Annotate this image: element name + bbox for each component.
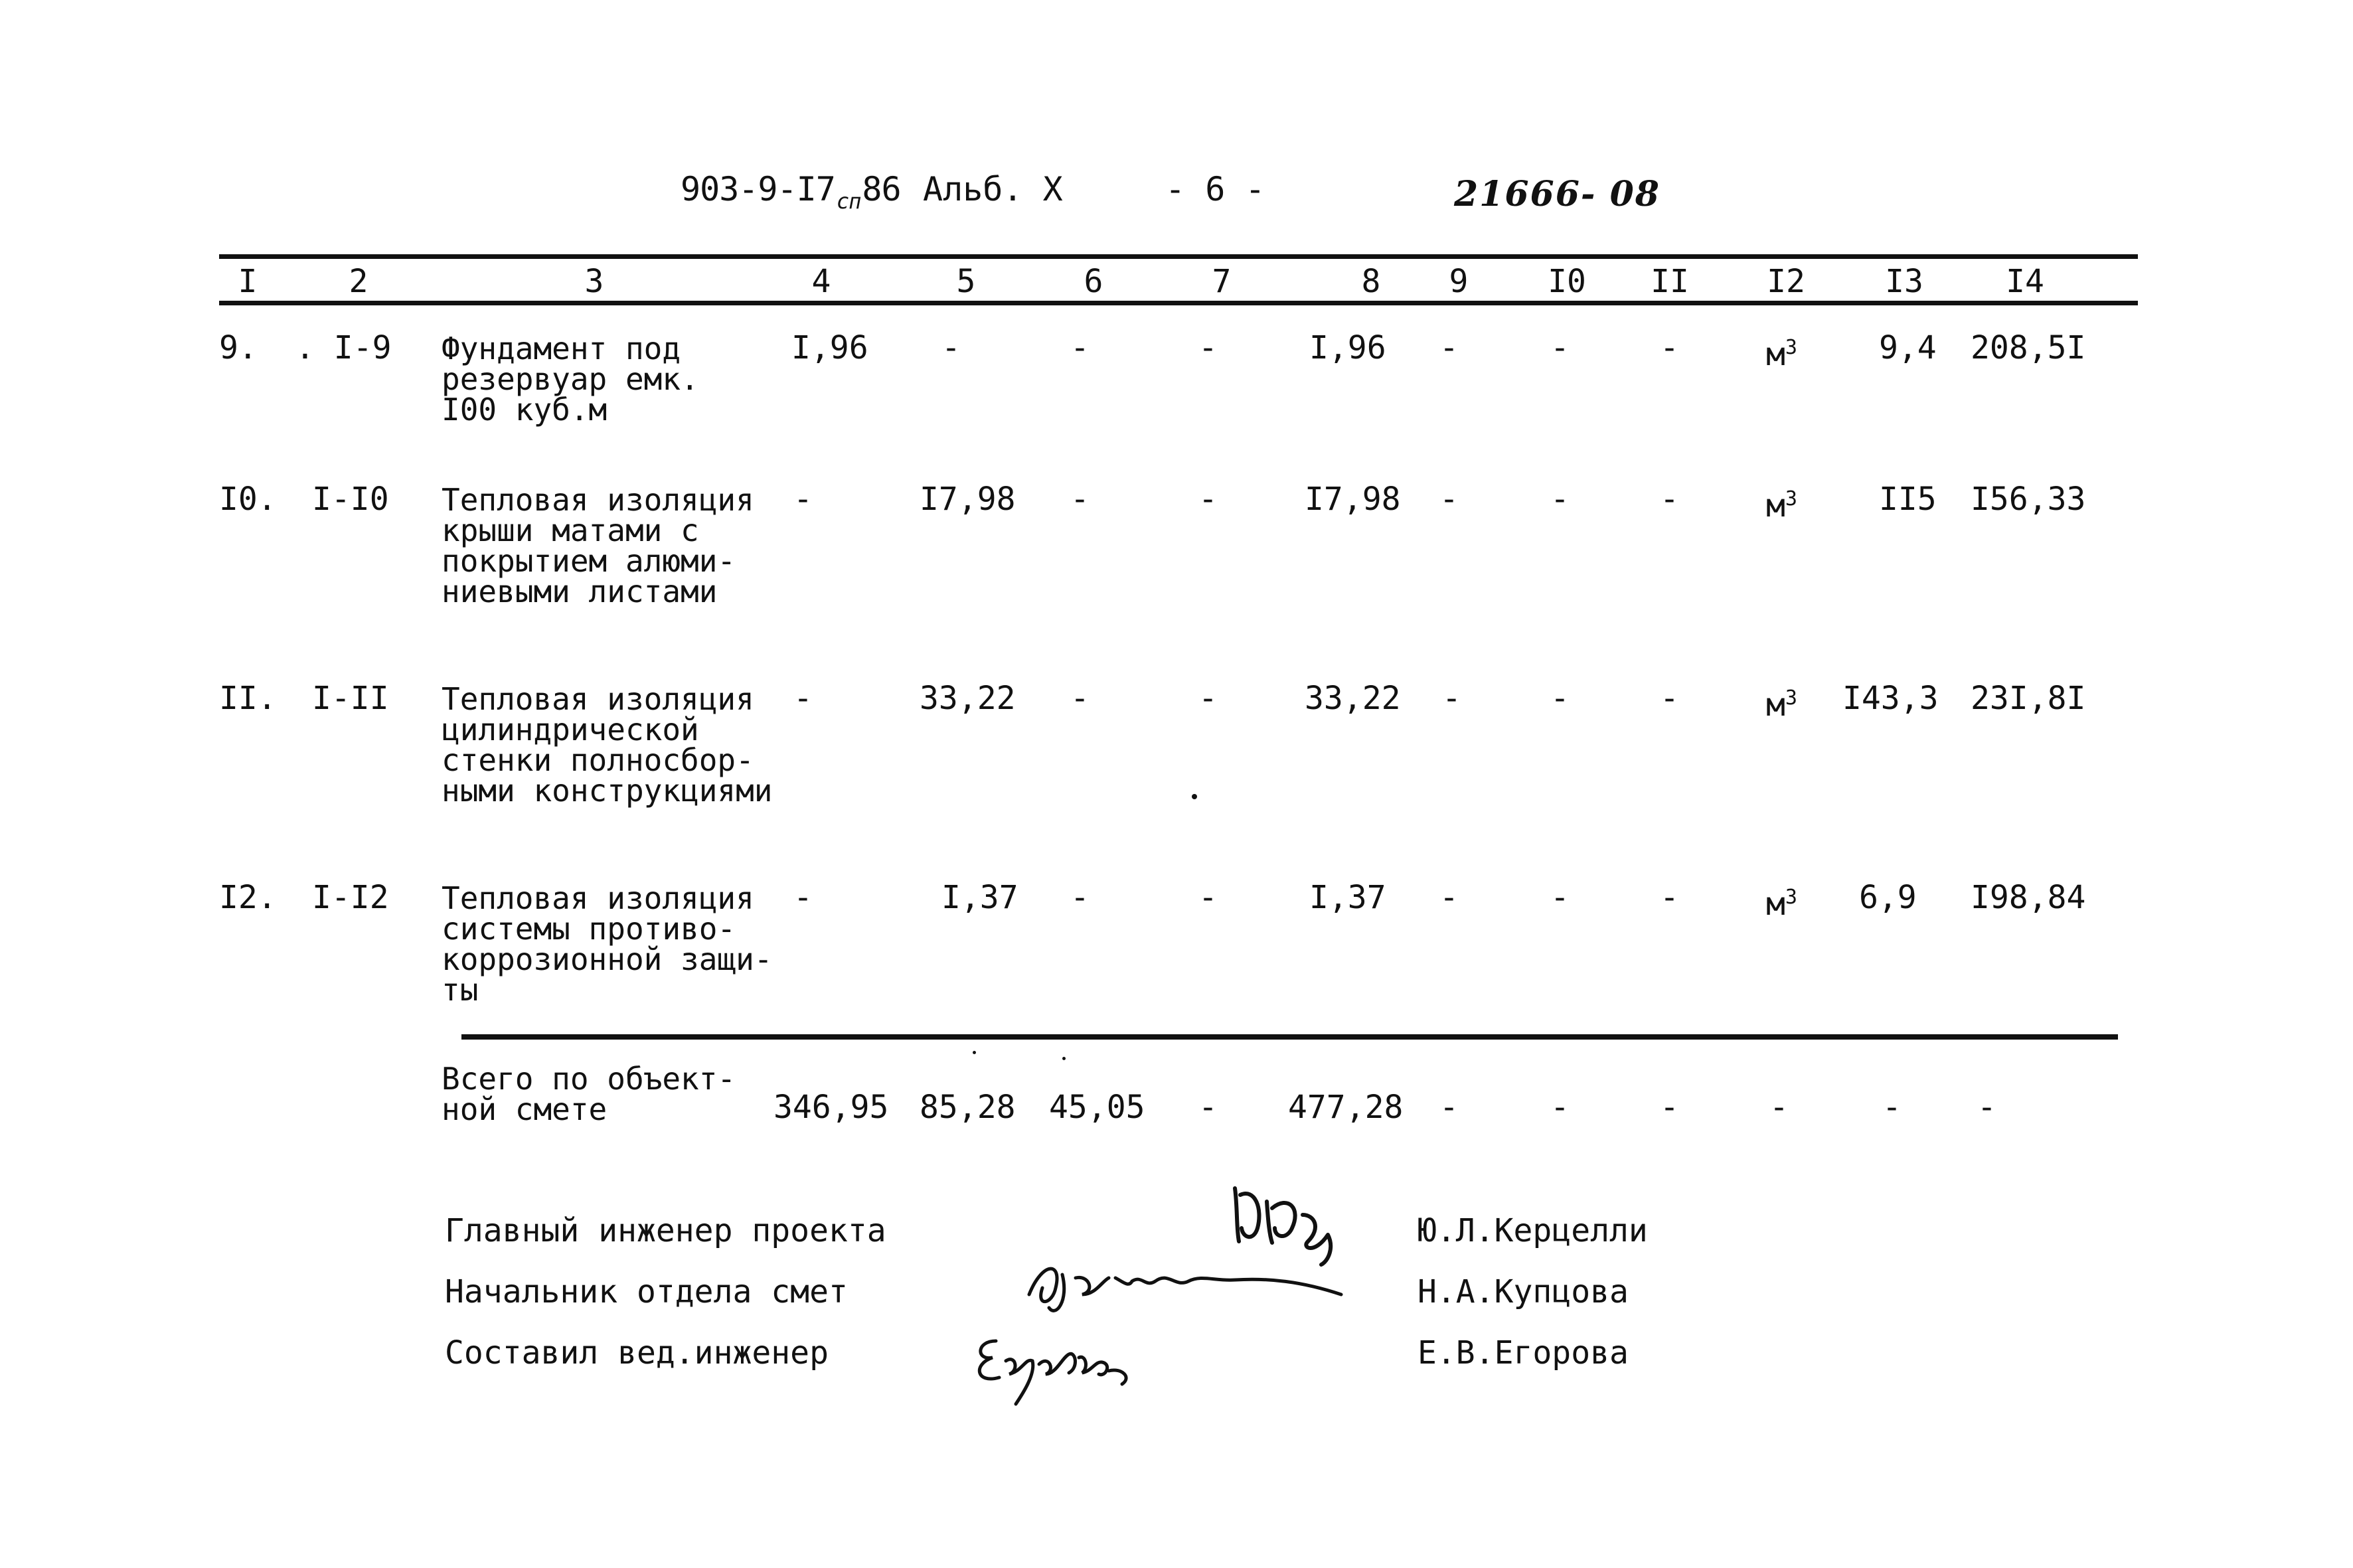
column-number-8: 8	[1361, 263, 1381, 300]
cell-unit: $м^3$	[1766, 686, 1797, 724]
table-top-rule	[219, 254, 2138, 259]
signature-role-lead-engineer: Составил вед.инженер	[445, 1334, 829, 1372]
row-description: Тепловая изоляция цилиндрической стенки полносбор- ными конструкциями	[442, 681, 773, 809]
cell-col5: -	[941, 329, 961, 366]
row-number: 9.	[219, 329, 258, 366]
column-number-7: 7	[1212, 263, 1232, 300]
total-col6: 45,05	[1049, 1089, 1145, 1126]
total-col9: -	[1439, 1089, 1459, 1126]
column-number-3: 3	[584, 263, 604, 300]
cell-col11: -	[1660, 329, 1679, 366]
cell-col9: -	[1442, 680, 1461, 717]
column-number-10: I0	[1548, 263, 1586, 300]
cell-col8: I7,98	[1305, 481, 1401, 518]
speck	[1192, 794, 1197, 799]
total-col7: -	[1198, 1089, 1218, 1126]
cell-unit: $м^3$	[1766, 336, 1797, 373]
column-number-1: I	[238, 263, 258, 300]
signature-name-chief-engineer: Ю.Л.Керцелли	[1418, 1212, 1648, 1249]
speck	[973, 1051, 976, 1054]
album-label: Альб. X	[923, 170, 1063, 208]
signature-name-estimates-head: Н.А.Купцова	[1418, 1273, 1629, 1310]
cell-col7: -	[1198, 481, 1218, 518]
total-label: Всего по объект- ной смете	[442, 1061, 736, 1127]
cell-col8: I,96	[1309, 329, 1386, 366]
total-col13: -	[1882, 1089, 1902, 1126]
column-header-rule	[219, 301, 2138, 305]
cell-col5: 33,22	[920, 680, 1016, 717]
cell-col14: I56,33	[1971, 481, 2086, 518]
total-col4: 346,95	[773, 1089, 889, 1126]
cell-col4: -	[793, 680, 813, 717]
row-number: I0.	[219, 481, 277, 518]
cell-col9: -	[1439, 879, 1459, 916]
column-number-13: I3	[1885, 263, 1923, 300]
cell-col11: -	[1660, 879, 1679, 916]
row-description: Тепловая изоляция крыши матами с покрытием алюми- ниевыми листами	[442, 482, 754, 609]
row-number: I2.	[219, 879, 277, 916]
cell-col4: -	[793, 481, 813, 518]
row-code: I-I0	[312, 481, 389, 518]
cell-col10: -	[1550, 481, 1570, 518]
cell-col5: I7,98	[920, 481, 1016, 518]
column-number-9: 9	[1449, 263, 1469, 300]
cell-col10: -	[1550, 879, 1570, 916]
row-description: Фундамент под резервуар емк. I00 куб.м	[442, 331, 699, 428]
cell-col13: 9,4	[1879, 329, 1937, 366]
cell-col6: -	[1070, 329, 1090, 366]
cell-col13: I43,3	[1842, 680, 1939, 717]
cell-col9: -	[1439, 481, 1459, 518]
cell-col6: -	[1070, 879, 1090, 916]
handwritten-signature-estimates	[1016, 1241, 1348, 1321]
cell-col4: I,96	[791, 329, 868, 366]
cell-col8: 33,22	[1305, 680, 1401, 717]
page-number: - 6 -	[1165, 170, 1265, 208]
total-col12: -	[1769, 1089, 1789, 1126]
document-code: $903-9-I7_{сп}86$	[681, 170, 901, 214]
cell-col11: -	[1660, 481, 1679, 518]
cell-col6: -	[1070, 481, 1090, 518]
column-number-2: 2	[349, 263, 368, 300]
handwritten-signature-lead	[969, 1321, 1142, 1407]
total-col11: -	[1660, 1089, 1679, 1126]
column-number-11: II	[1651, 263, 1689, 300]
column-number-12: I2	[1767, 263, 1805, 300]
total-col5: 85,28	[920, 1089, 1016, 1126]
total-col8: 477,28	[1288, 1089, 1404, 1126]
cell-col14: 208,5I	[1971, 329, 2086, 366]
cell-col10: -	[1550, 329, 1570, 366]
signature-role-chief-engineer: Главный инженер проекта	[445, 1212, 886, 1249]
cell-col5: I,37	[941, 879, 1018, 916]
total-col14: -	[1977, 1089, 1996, 1126]
row-code: I-I2	[312, 879, 389, 916]
cell-col14: I98,84	[1971, 879, 2086, 916]
cell-col8: I,37	[1309, 879, 1386, 916]
signature-name-lead-engineer: Е.В.Егорова	[1418, 1334, 1629, 1372]
row-code: I-II	[312, 680, 389, 717]
cell-col10: -	[1550, 680, 1570, 717]
cell-unit: $м^3$	[1766, 487, 1797, 524]
cell-col7: -	[1198, 879, 1218, 916]
cell-col7: -	[1198, 329, 1218, 366]
total-separator-rule	[461, 1034, 2118, 1040]
column-number-4: 4	[811, 263, 831, 300]
row-code: . I-9	[295, 329, 392, 366]
cell-col7: -	[1198, 680, 1218, 717]
cell-col14: 23I,8I	[1971, 680, 2086, 717]
row-number: II.	[219, 680, 277, 717]
column-number-6: 6	[1084, 263, 1103, 300]
cell-col6: -	[1070, 680, 1090, 717]
row-description: Тепловая изоляция системы противо- коррозионной защи- ты	[442, 880, 773, 1008]
column-number-5: 5	[956, 263, 976, 300]
column-number-14: I4	[2006, 263, 2044, 300]
cell-unit: $м^3$	[1766, 886, 1797, 923]
cell-col13: II5	[1879, 481, 1937, 518]
total-col10: -	[1550, 1089, 1570, 1126]
signature-role-estimates-head: Начальник отдела смет	[445, 1273, 848, 1310]
cell-col13: 6,9	[1859, 879, 1917, 916]
cell-col4: -	[793, 879, 813, 916]
cell-col11: -	[1660, 680, 1679, 717]
handwritten-number: 21666- 08	[1454, 174, 1661, 214]
cell-col9: -	[1439, 329, 1459, 366]
speck	[1062, 1057, 1066, 1060]
